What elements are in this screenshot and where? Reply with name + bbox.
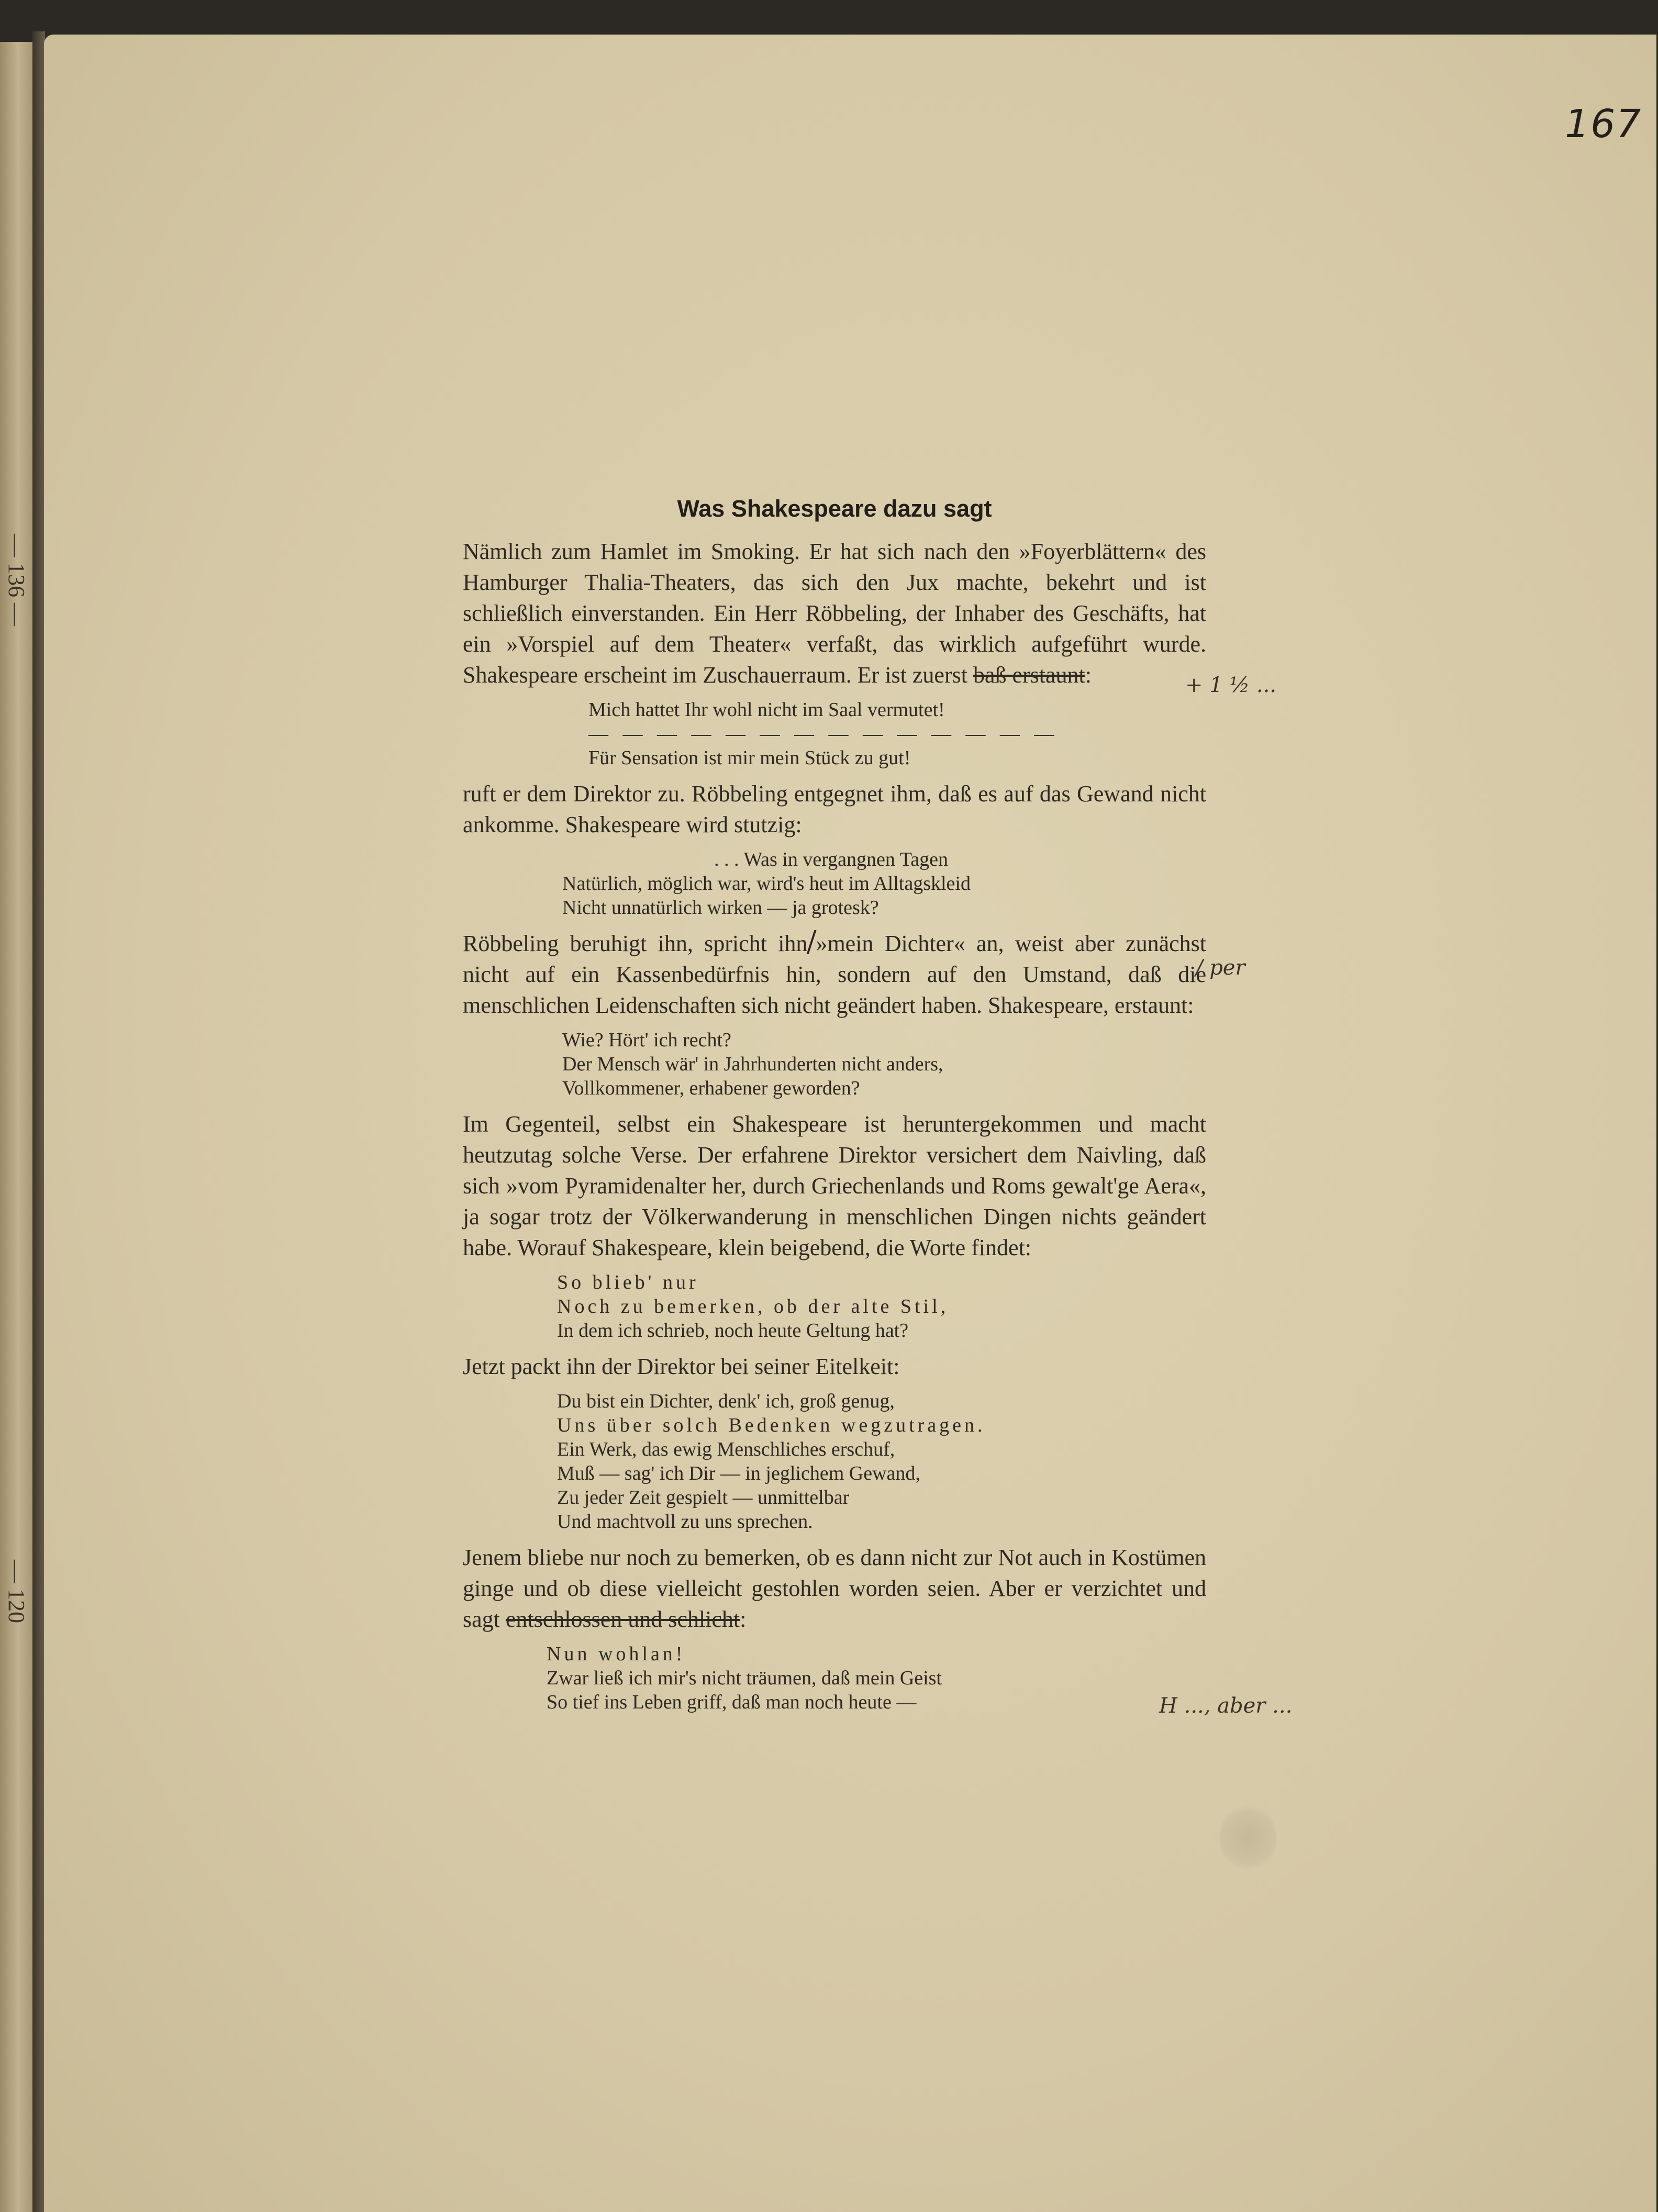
paragraph-6: Jenem bliebe nur noch zu bemerken, ob es dann nicht zur Not auch in Kostümen ginge und ob diese vielleicht gestohlen worden seien. Aber er verzichtet und sagt entschlossen und schlicht: [463,1545,1206,1632]
verse-quote-6: Nun wohlan! Zwar ließ ich mir's nicht träumen, daß mein Geist So tief ins Leben griff, daß man noch heute — [547,1643,942,1713]
facing-page-number-lower: — 120 [4,1560,29,1623]
struck-text: baß erstaunt [973,662,1085,688]
paragraph-3: Röbbeling beruhigt ihn, spricht ihn »mein Dichter« an, weist aber zunächst nicht auf ein Kassenbedürfnis hin, sondern auf den Umstand, daß die menschlichen Leidenschaften sich nicht geändert haben. Shakespeare, erstaunt: [463,931,1206,1018]
handwritten-margin-note-3: H ..., aber ... [1159,1694,1293,1718]
book-gutter [32,31,45,2212]
article-title: Was Shakespeare dazu sagt [677,495,992,522]
article-column [463,495,1206,1723]
paragraph-2: ruft er dem Direktor zu. Röbbeling entgegnet ihm, daß es auf das Gewand nicht ankomme. Shakespeare wird stutzig: [463,781,1206,837]
paragraph-4: Im Gegenteil, selbst ein Shakespeare ist heruntergekommen und macht heutzutag solche Verse. Der erfahrene Direktor versichert dem Naivling, daß sich »vom Pyramidenalter her, durch Griechenlands und Roms gewalt'ge Aera«, ja sogar trotz der Völkerwanderung in menschlichen Dingen nichts geändert habe. Worauf Shakespeare, klein beigebend, die Worte findet: [463,1111,1206,1260]
facing-page-number: — 136 — [4,534,29,626]
verse-quote-2: . . . Was in vergangnen Tagen Natürlich, möglich war, wird's heut im Alltagskleid Nicht unnatürlich wirken — ja grotesk? [562,848,971,919]
handwritten-margin-note-1: + 1 ½ ... [1185,673,1277,697]
verse-quote-5: Du bist ein Dichter, denk' ich, groß genug, Uns über solch Bedenken wegzutragen. Ein Werk, das ewig Menschliches erschuf, Muß — sag' ich Dir — in jeglichem Gewand, Zu jeder Zeit gespielt — unmittelbar Und machtvoll zu uns sprechen. [557,1390,986,1533]
paragraph-5: Jetzt packt ihn der Direktor bei seiner Eitelkeit: [463,1354,900,1379]
verse-quote-3: Wie? Hört' ich recht? Der Mensch wär' in Jahrhunderten nicht anders, Vollkommener, erhabener geworden? [562,1029,943,1099]
verse-quote-4: So blieb' nur Noch zu bemerken, ob der alte Stil, In dem ich schrieb, noch heute Geltung hat? [557,1271,949,1342]
paragraph-1: Nämlich zum Hamlet im Smoking. Er hat sich nach den »Foyerblättern« des Hamburger Thalia-Theaters, das sich den Jux machte, bekehrt und ist schließlich einverstanden. Ein Herr Röbbeling, der Inhaber des Geschäfts, hat ein »Vorspiel auf dem Theater« verfaßt, das wirklich aufgeführt wurde. Shakespeare erscheint im Zuschauerraum. Er ist zuerst baß erstaunt: [463,539,1206,688]
facing-page-edge [0,42,32,2212]
handwritten-page-number: 167 [1565,102,1642,147]
faint-stamp [1219,1804,1277,1872]
page-sheet [44,35,1656,2212]
struck-text: entschlossen und schlicht [505,1606,740,1632]
verse-quote-1: Mich hattet Ihr wohl nicht im Saal vermutet! — — — — — — — — — — — — — — Für Sensation ist mir mein Stück zu gut! [588,699,1059,769]
handwritten-margin-note-2: / per [1196,956,1245,980]
